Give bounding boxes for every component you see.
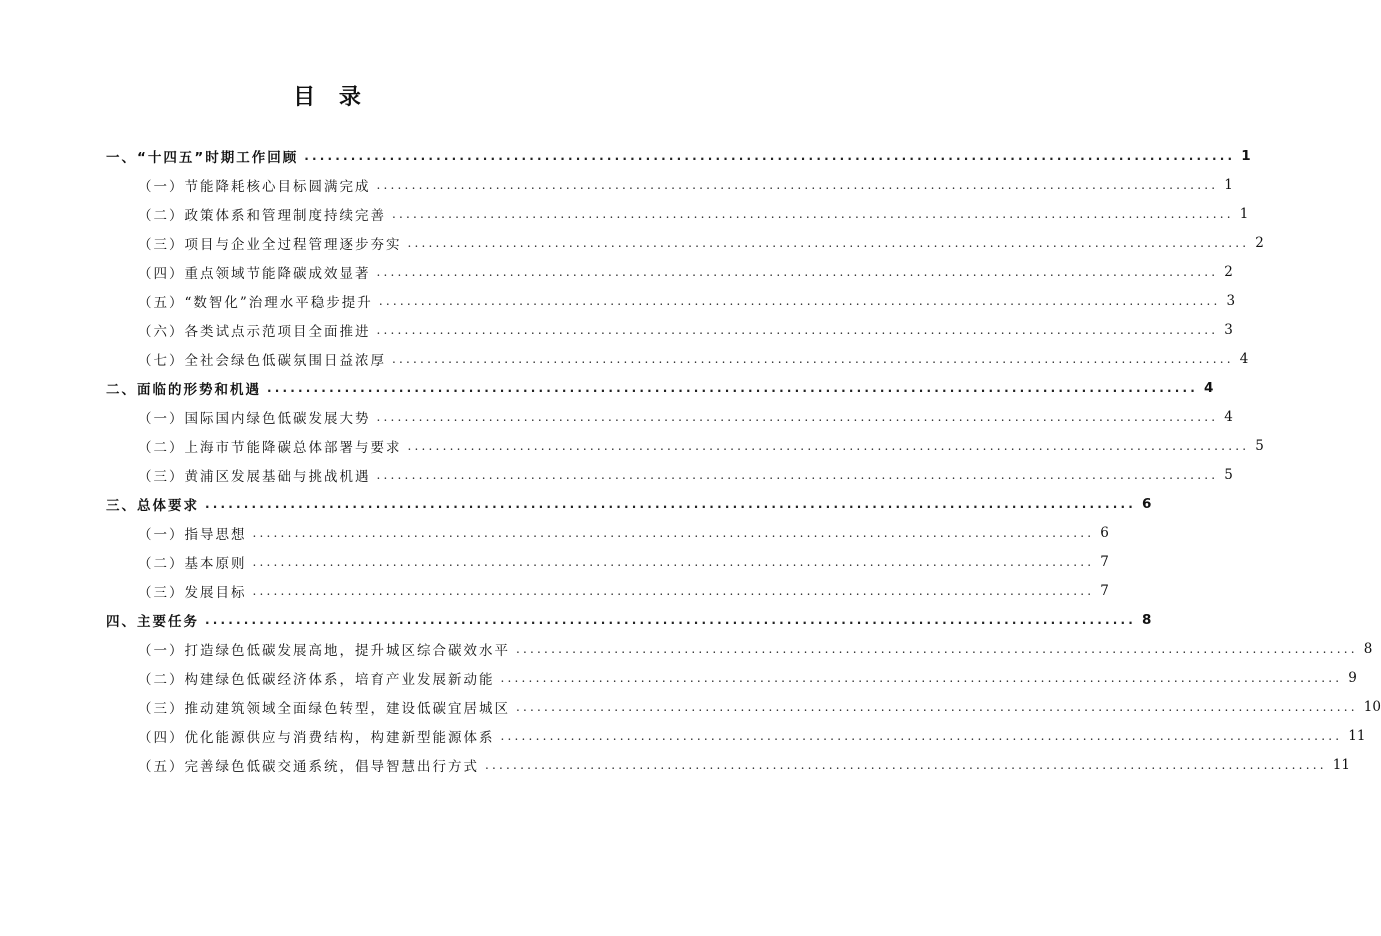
toc-entry-label: （三）推动建筑领域全面绿色转型，建设低碳宜居城区 (138, 700, 510, 717)
toc-subsection-entry[interactable] (0, 663, 1357, 692)
toc-entry-label: 四、主要任务 (106, 613, 199, 630)
toc-section-entry[interactable] (0, 489, 1152, 518)
toc-subsection-entry[interactable] (0, 257, 1233, 286)
toc-entry-label: （四）重点领域节能降碳成效显著 (138, 265, 371, 282)
toc-dot-leader: ........................................................................................................................ (376, 177, 1219, 192)
toc-page-number: 4 (1204, 379, 1214, 396)
toc-subsection-entry[interactable] (0, 634, 1373, 663)
toc-subsection-entry[interactable] (0, 402, 1233, 431)
table-of-contents (0, 141, 1381, 779)
toc-dot-leader: ........................................................................................................................ (376, 264, 1219, 279)
toc-entry-label: （一）打造绿色低碳发展高地，提升城区综合碳效水平 (138, 642, 510, 659)
toc-dot-leader: ........................................................................................................................ (516, 641, 1358, 656)
toc-dot-leader: ........................................................................................................................ (304, 148, 1236, 163)
toc-page-number: 11 (1348, 727, 1366, 744)
toc-dot-leader: ........................................................................................................................ (252, 583, 1095, 598)
toc-entry-label: （五）“数智化”治理水平稳步提升 (138, 294, 373, 311)
page-title: 目 录 (293, 85, 369, 110)
toc-dot-leader: ........................................................................................................................ (392, 206, 1234, 221)
toc-entry-label: （一）国际国内绿色低碳发展大势 (138, 410, 371, 427)
toc-page-number: 9 (1348, 669, 1357, 686)
toc-page-number: 10 (1363, 698, 1381, 715)
toc-page-number: 6 (1142, 495, 1152, 512)
toc-dot-leader: ........................................................................................................................ (516, 699, 1358, 714)
toc-dot-leader: ........................................................................................................................ (205, 496, 1137, 511)
toc-entry-label: （二）构建绿色低碳经济体系，培育产业发展新动能 (138, 671, 495, 688)
toc-dot-leader: ........................................................................................................................ (500, 670, 1343, 685)
toc-page-number: 5 (1255, 437, 1264, 454)
toc-entry-label: （四）优化能源供应与消费结构，构建新型能源体系 (138, 729, 495, 746)
toc-page-number: 5 (1224, 466, 1233, 483)
toc-entry-label: （二）政策体系和管理制度持续完善 (138, 207, 386, 224)
toc-entry-label: （五）完善绿色低碳交通系统，倡导智慧出行方式 (138, 758, 479, 775)
toc-subsection-entry[interactable] (0, 547, 1109, 576)
toc-subsection-entry[interactable] (0, 170, 1233, 199)
toc-entry-label: （三）黄浦区发展基础与挑战机遇 (138, 468, 371, 485)
toc-dot-leader: ........................................................................................................................ (252, 554, 1095, 569)
toc-page-number: 2 (1224, 263, 1233, 280)
toc-dot-leader: ........................................................................................................................ (378, 293, 1221, 308)
toc-dot-leader: ........................................................................................................................ (252, 525, 1095, 540)
toc-subsection-entry[interactable] (0, 199, 1249, 228)
toc-page-number: 3 (1224, 321, 1233, 338)
toc-page-number: 8 (1363, 640, 1373, 657)
toc-entry-label: 一、“十四五”时期工作回顾 (106, 149, 299, 166)
toc-dot-leader: ........................................................................................................................ (376, 467, 1219, 482)
toc-entry-label: （二）上海市节能降碳总体部署与要求 (138, 439, 402, 456)
toc-subsection-entry[interactable] (0, 750, 1350, 779)
toc-page-number: 8 (1142, 611, 1152, 628)
toc-entry-label: 三、总体要求 (106, 497, 199, 514)
toc-subsection-entry[interactable] (0, 460, 1233, 489)
toc-page-number: 1 (1241, 147, 1251, 164)
toc-dot-leader: ........................................................................................................................ (376, 322, 1219, 337)
toc-subsection-entry[interactable] (0, 518, 1109, 547)
toc-page-number: 4 (1224, 408, 1233, 425)
toc-dot-leader: ........................................................................................................................ (407, 438, 1250, 453)
toc-subsection-entry[interactable] (0, 431, 1264, 460)
toc-page-number: 2 (1255, 234, 1264, 251)
toc-page-number: 6 (1100, 524, 1109, 541)
toc-section-entry[interactable] (0, 373, 1214, 402)
toc-entry-label: （三）项目与企业全过程管理逐步夯实 (138, 236, 402, 253)
toc-subsection-entry[interactable] (0, 286, 1236, 315)
toc-subsection-entry[interactable] (0, 228, 1264, 257)
toc-page-number: 3 (1226, 292, 1236, 309)
toc-subsection-entry[interactable] (0, 692, 1381, 721)
toc-subsection-entry[interactable] (0, 576, 1109, 605)
toc-page-number: 7 (1100, 553, 1109, 570)
toc-subsection-entry[interactable] (0, 721, 1366, 750)
toc-subsection-entry[interactable] (0, 344, 1249, 373)
toc-dot-leader: ........................................................................................................................ (376, 409, 1219, 424)
toc-dot-leader: ........................................................................................................................ (392, 351, 1234, 366)
toc-dot-leader: ........................................................................................................................ (485, 757, 1327, 772)
toc-page-number: 7 (1100, 582, 1109, 599)
toc-dot-leader: ........................................................................................................................ (267, 380, 1199, 395)
toc-page-number: 1 (1224, 176, 1233, 193)
toc-page-number: 4 (1239, 350, 1249, 367)
toc-entry-label: （七）全社会绿色低碳氛围日益浓厚 (138, 352, 386, 369)
toc-dot-leader: ........................................................................................................................ (205, 612, 1137, 627)
toc-entry-label: （一）节能降耗核心目标圆满完成 (138, 178, 371, 195)
toc-entry-label: （二）基本原则 (138, 555, 247, 572)
toc-section-entry[interactable] (0, 605, 1152, 634)
toc-entry-label: （一）指导思想 (138, 526, 247, 543)
toc-entry-label: 二、面临的形势和机遇 (106, 381, 261, 398)
toc-section-entry[interactable] (0, 141, 1251, 170)
toc-entry-label: （三）发展目标 (138, 584, 247, 601)
toc-page-number: 1 (1239, 205, 1249, 222)
toc-page-number: 11 (1332, 756, 1350, 773)
toc-dot-leader: ........................................................................................................................ (407, 235, 1250, 250)
toc-dot-leader: ........................................................................................................................ (500, 728, 1343, 743)
toc-entry-label: （六）各类试点示范项目全面推进 (138, 323, 371, 340)
toc-subsection-entry[interactable] (0, 315, 1233, 344)
